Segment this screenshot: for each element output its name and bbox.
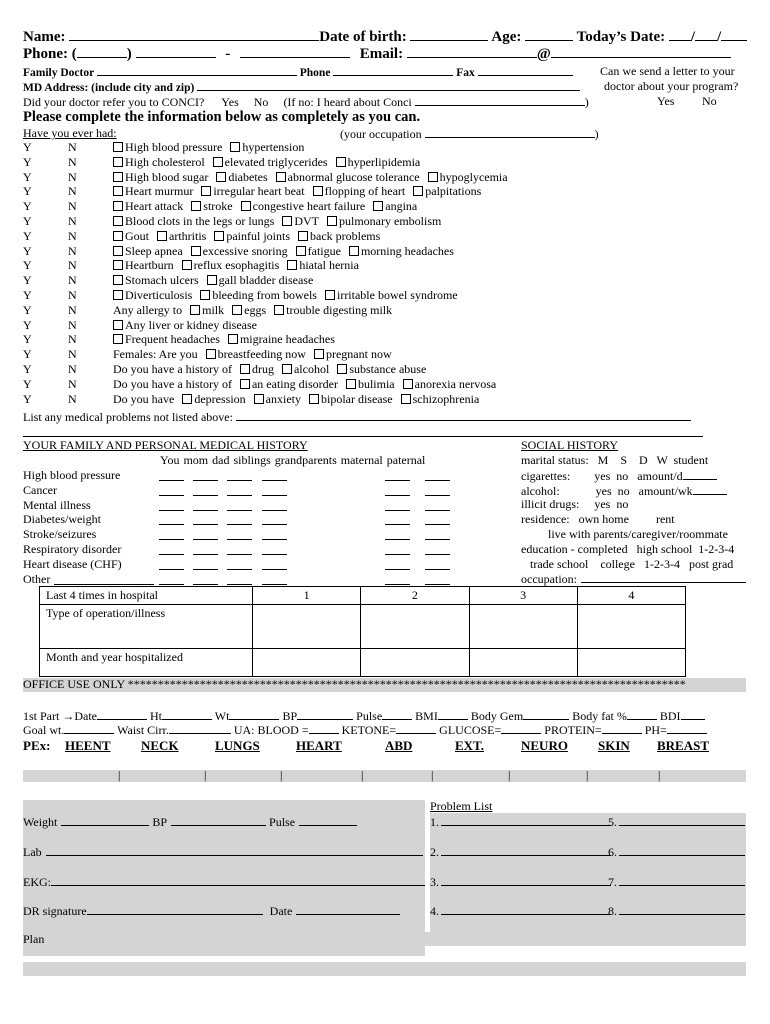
condition-option[interactable]: pulmonary embolism xyxy=(327,214,441,228)
type-of-operation-label: Type of operation/illness xyxy=(40,605,253,649)
condition-option[interactable]: bipolar disease xyxy=(309,392,393,406)
family-history-blank[interactable] xyxy=(385,500,410,511)
have-you-had-heading: Have you ever had: xyxy=(23,126,117,140)
no-option[interactable]: N xyxy=(68,302,77,317)
family-history-blank[interactable] xyxy=(193,574,218,585)
condition-option[interactable]: hyperlipidemia xyxy=(336,155,421,169)
letter-question-1: Can we send a letter to your xyxy=(600,64,735,78)
yes-option[interactable]: Y xyxy=(23,302,32,317)
checkbox-icon[interactable] xyxy=(157,231,167,241)
condition-row xyxy=(113,333,343,345)
condition-option[interactable]: angina xyxy=(373,199,417,213)
condition-option[interactable]: Stomach ulcers xyxy=(113,273,199,287)
checkbox-icon[interactable] xyxy=(336,157,346,167)
problem-list-title: Problem List xyxy=(430,799,493,813)
condition-option[interactable]: High blood pressure xyxy=(113,140,222,154)
pex-neuro[interactable]: NEURO xyxy=(521,738,568,753)
hospital-cell[interactable] xyxy=(361,605,469,649)
condition-option[interactable]: depression xyxy=(182,392,245,406)
checkbox-icon[interactable] xyxy=(337,364,347,374)
condition-row xyxy=(113,363,434,375)
family-history-blank[interactable] xyxy=(425,544,450,555)
condition-option[interactable]: Do you have a history of xyxy=(113,362,232,376)
checkbox-icon[interactable] xyxy=(298,231,308,241)
yes-option[interactable]: Y xyxy=(23,347,32,362)
family-history-blank[interactable] xyxy=(262,529,287,540)
checkbox-icon[interactable] xyxy=(240,364,250,374)
condition-option[interactable]: schizophrenia xyxy=(401,392,480,406)
social-history-line[interactable]: education - completed high school 1-2-3-4 xyxy=(521,541,735,556)
condition-option[interactable]: Any liver or kidney disease xyxy=(113,318,257,332)
hospital-col-3: 3 xyxy=(469,587,577,605)
social-history-line[interactable]: cigarettes: yes no amount/d xyxy=(521,469,717,482)
family-history-blank[interactable] xyxy=(193,559,218,570)
pex-ext[interactable]: EXT. xyxy=(455,738,485,753)
yes-option[interactable]: Y xyxy=(23,376,32,391)
checkbox-icon[interactable] xyxy=(296,246,306,256)
referral-no[interactable]: No xyxy=(253,95,269,109)
checkbox-icon[interactable] xyxy=(113,231,123,241)
lab-field[interactable]: Lab xyxy=(23,845,423,858)
hospital-col-1: 1 xyxy=(253,587,361,605)
condition-option[interactable]: substance abuse xyxy=(337,362,426,376)
plan-area xyxy=(23,932,746,946)
checkbox-icon[interactable] xyxy=(282,216,292,226)
checkbox-icon[interactable] xyxy=(113,334,123,344)
condition-option[interactable]: congestive heart failure xyxy=(241,199,366,213)
condition-option[interactable]: Do you have a history of xyxy=(113,376,232,391)
office-row-2: Goal wt. Waist Cirr. UA: BLOOD = KETONE= GLUCOSE= PROTEIN= PH= xyxy=(23,723,707,736)
condition-option[interactable]: Heart murmur xyxy=(113,184,193,198)
condition-row xyxy=(113,274,321,286)
family-history-blank[interactable] xyxy=(159,470,184,481)
checkbox-icon[interactable] xyxy=(314,349,324,359)
pex-heent[interactable]: HEENT xyxy=(65,738,111,753)
condition-option[interactable]: abnormal glucose tolerance xyxy=(276,170,420,184)
checkbox-icon[interactable] xyxy=(201,186,211,196)
condition-option[interactable]: Do you have xyxy=(113,391,175,406)
family-history-blank[interactable] xyxy=(425,514,450,525)
social-history-title: SOCIAL HISTORY xyxy=(521,438,619,452)
yes-option[interactable]: Y xyxy=(23,288,32,302)
checkbox-icon[interactable] xyxy=(216,172,226,182)
family-history-blank[interactable] xyxy=(385,559,410,570)
no-option[interactable]: N xyxy=(68,154,77,169)
checkbox-icon[interactable] xyxy=(113,320,123,330)
family-history-blank[interactable] xyxy=(385,514,410,525)
family-history-title: YOUR FAMILY AND PERSONAL MEDICAL HISTORY xyxy=(23,438,308,452)
no-option[interactable]: N xyxy=(68,258,77,273)
no-option[interactable]: N xyxy=(68,184,77,199)
condition-row xyxy=(113,200,425,212)
checkbox-icon[interactable] xyxy=(113,157,123,167)
condition-option[interactable]: alcohol xyxy=(282,362,329,376)
yes-option[interactable]: Y xyxy=(23,391,32,406)
checkbox-icon[interactable] xyxy=(276,172,286,182)
hospital-cell[interactable] xyxy=(469,649,577,677)
checkbox-icon[interactable] xyxy=(373,201,383,211)
family-history-blank[interactable] xyxy=(262,470,287,481)
problem-3[interactable]: 3. xyxy=(430,875,611,888)
condition-row xyxy=(113,378,504,390)
yes-option[interactable]: Y xyxy=(23,362,32,376)
month-year-label: Month and year hospitalized xyxy=(40,649,253,677)
no-option[interactable]: N xyxy=(68,243,77,258)
plan-label: Plan xyxy=(23,932,45,946)
family-history-blank[interactable] xyxy=(425,470,450,481)
condition-option[interactable]: arthritis xyxy=(157,229,206,243)
family-history-blank[interactable] xyxy=(262,574,287,585)
checkbox-icon[interactable] xyxy=(327,216,337,226)
condition-option[interactable]: Frequent headaches xyxy=(113,332,220,346)
condition-option[interactable]: painful joints xyxy=(214,229,290,243)
family-history-blank[interactable] xyxy=(159,544,184,555)
family-history-blank[interactable] xyxy=(262,559,287,570)
pex-abd[interactable]: ABD xyxy=(385,738,413,753)
checkbox-icon[interactable] xyxy=(113,201,123,211)
condition-option[interactable]: bulimia xyxy=(346,377,395,391)
condition-option[interactable]: hypertension xyxy=(230,140,304,154)
family-history-blank[interactable] xyxy=(227,559,252,570)
condition-option[interactable]: irregular heart beat xyxy=(201,184,304,198)
family-history-blank[interactable] xyxy=(262,500,287,511)
family-history-row-label: Respiratory disorder xyxy=(23,542,122,556)
vitals-field[interactable]: Weight BP Pulse xyxy=(23,815,357,828)
condition-option[interactable]: Any allergy to xyxy=(113,302,183,317)
yes-option[interactable]: Y xyxy=(23,154,32,169)
condition-option[interactable]: High cholesterol xyxy=(113,155,205,169)
family-history-row-label: Stroke/seizures xyxy=(23,527,97,542)
pex-heart[interactable]: HEART xyxy=(296,738,342,753)
referral-yes[interactable]: Yes xyxy=(221,95,239,109)
condition-option[interactable]: Gout xyxy=(113,229,149,243)
condition-row xyxy=(113,156,428,168)
problem-4[interactable]: 4. xyxy=(430,904,611,917)
checkbox-icon[interactable] xyxy=(200,290,210,300)
condition-row xyxy=(113,319,265,331)
social-history-line[interactable]: occupation: xyxy=(521,572,746,585)
no-option[interactable]: N xyxy=(68,362,77,376)
condition-row xyxy=(113,215,449,227)
family-history-blank[interactable] xyxy=(425,485,450,496)
checkbox-icon[interactable] xyxy=(230,142,240,152)
family-history-row-label: High blood pressure xyxy=(23,468,121,482)
family-history-blank[interactable] xyxy=(262,514,287,525)
condition-option[interactable]: trouble digesting milk xyxy=(274,303,392,317)
condition-row xyxy=(113,393,487,405)
instructions-heading: Please complete the information below as completely as you can. xyxy=(23,109,421,125)
condition-option[interactable]: excessive snoring xyxy=(191,244,288,258)
no-option[interactable]: N xyxy=(68,140,77,154)
other-problems-field[interactable]: List any medical problems not listed above: xyxy=(23,410,691,423)
plan-area-2[interactable] xyxy=(23,962,746,976)
hospital-cell[interactable] xyxy=(253,649,361,677)
family-history-row-label: Diabetes/weight xyxy=(23,512,101,527)
pex-results-bar[interactable]: | | | | | | | | xyxy=(23,770,746,782)
hospital-cell[interactable] xyxy=(253,605,361,649)
family-history-blank[interactable] xyxy=(425,559,450,570)
condition-option[interactable]: reflux esophagitis xyxy=(182,258,280,272)
condition-row xyxy=(113,230,388,242)
dr-signature-field[interactable]: DR signature Date xyxy=(23,904,400,917)
no-option[interactable]: N xyxy=(68,169,77,184)
family-history-blank[interactable] xyxy=(262,544,287,555)
family-history-blank[interactable] xyxy=(425,574,450,585)
hospital-cell[interactable] xyxy=(577,605,685,649)
yes-option[interactable]: Y xyxy=(23,258,32,273)
yes-option[interactable]: Y xyxy=(23,140,32,154)
checkbox-icon[interactable] xyxy=(325,290,335,300)
family-history-blank[interactable] xyxy=(385,574,410,585)
checkbox-icon[interactable] xyxy=(346,379,356,389)
condition-row xyxy=(113,171,516,183)
condition-row xyxy=(113,348,400,360)
condition-option[interactable]: migraine headaches xyxy=(228,332,335,346)
condition-option[interactable]: irritable bowel syndrome xyxy=(325,288,458,302)
condition-option[interactable]: flopping of heart xyxy=(313,184,406,198)
condition-row xyxy=(113,185,489,197)
checkbox-icon[interactable] xyxy=(207,275,217,285)
md-address-field[interactable]: MD Address: (include city and zip) xyxy=(23,80,580,95)
pex-skin[interactable]: SKIN xyxy=(598,738,630,753)
social-history-line[interactable]: trade school college 1-2-3-4 post grad xyxy=(530,556,734,571)
family-history-blank[interactable] xyxy=(385,529,410,540)
problem-8[interactable]: 8. xyxy=(608,904,745,917)
condition-option[interactable]: Heart attack xyxy=(113,199,183,213)
family-history-row-label: Heart disease (CHF) xyxy=(23,556,122,571)
family-history-row-label: Mental illness xyxy=(23,497,91,512)
checkbox-icon[interactable] xyxy=(182,394,192,404)
checkbox-icon[interactable] xyxy=(287,260,297,270)
social-history-line[interactable]: alcohol: yes no amount/wk xyxy=(521,484,727,497)
no-option[interactable]: N xyxy=(68,199,77,214)
family-history-blank[interactable] xyxy=(159,500,184,511)
office-use-banner: OFFICE USE ONLY ********************************************************************************************* xyxy=(23,678,746,692)
checkbox-icon[interactable] xyxy=(113,186,123,196)
family-history-blank[interactable] xyxy=(385,470,410,481)
condition-option[interactable]: morning headaches xyxy=(349,244,454,258)
other-problems-line xyxy=(23,436,703,437)
no-option[interactable]: N xyxy=(68,332,77,347)
no-option[interactable]: N xyxy=(68,347,77,362)
family-history-blank[interactable] xyxy=(227,470,252,481)
problem-1[interactable]: 1. xyxy=(430,815,611,828)
problem-5[interactable]: 5. xyxy=(608,815,745,828)
problem-6[interactable]: 6. xyxy=(608,845,745,858)
letter-yes[interactable]: Yes xyxy=(657,94,675,108)
hospital-cell[interactable] xyxy=(361,649,469,677)
pex-row: PEx: xyxy=(23,738,51,753)
condition-option[interactable]: stroke xyxy=(191,199,232,213)
checkbox-icon[interactable] xyxy=(232,305,242,315)
office-row-1: 1st Part →Date Ht Wt BP Pulse BMI Body Gem Body fat % BDI xyxy=(23,709,705,722)
condition-option[interactable]: Heartburn xyxy=(113,258,174,272)
checkbox-icon[interactable] xyxy=(241,201,251,211)
checkbox-icon[interactable] xyxy=(113,142,123,152)
condition-option[interactable]: hypoglycemia xyxy=(428,170,508,184)
family-history-blank[interactable] xyxy=(227,514,252,525)
condition-option[interactable]: fatigue xyxy=(296,244,341,258)
no-option[interactable]: N xyxy=(68,376,77,391)
condition-option[interactable]: gall bladder disease xyxy=(207,273,314,287)
condition-option[interactable]: pregnant now xyxy=(314,347,392,361)
condition-option[interactable]: milk xyxy=(190,303,224,317)
checkbox-icon[interactable] xyxy=(113,216,123,226)
condition-option[interactable]: Diverticulosis xyxy=(113,288,192,302)
yes-option[interactable]: Y xyxy=(23,228,32,243)
checkbox-icon[interactable] xyxy=(191,201,201,211)
family-history-columns: You mom dad siblings grandparents maternal paternal xyxy=(160,453,426,467)
condition-option[interactable]: back problems xyxy=(298,229,380,243)
condition-row xyxy=(113,289,466,301)
family-history-blank[interactable] xyxy=(262,485,287,496)
hospital-col-2: 2 xyxy=(361,587,469,605)
condition-option[interactable]: bleeding from bowels xyxy=(200,288,317,302)
family-history-blank[interactable] xyxy=(227,485,252,496)
checkbox-icon[interactable] xyxy=(403,379,413,389)
condition-option[interactable]: Blood clots in the legs or lungs xyxy=(113,214,274,228)
checkbox-icon[interactable] xyxy=(113,290,123,300)
problem-2[interactable]: 2. xyxy=(430,845,611,858)
checkbox-icon[interactable] xyxy=(282,364,292,374)
family-history-blank[interactable] xyxy=(425,500,450,511)
family-history-blank[interactable] xyxy=(385,544,410,555)
family-history-row-label: Other xyxy=(23,571,51,586)
condition-option[interactable]: High blood sugar xyxy=(113,170,208,184)
hospital-label: Last 4 times in hospital xyxy=(40,587,253,605)
condition-option[interactable]: elevated triglycerides xyxy=(213,155,328,169)
pex-neck[interactable]: NECK xyxy=(141,738,179,753)
family-history-blank[interactable] xyxy=(159,514,184,525)
checkbox-icon[interactable] xyxy=(228,334,238,344)
social-history-line[interactable]: residence: own home rent xyxy=(521,512,675,527)
family-history-blank[interactable] xyxy=(193,529,218,540)
problem-7[interactable]: 7. xyxy=(608,875,745,888)
condition-row xyxy=(113,141,312,153)
name-field[interactable]: Name: Date of birth: Age: Today’s Date: / / xyxy=(23,30,747,45)
checkbox-icon[interactable] xyxy=(113,260,123,270)
checkbox-icon[interactable] xyxy=(413,186,423,196)
checkbox-icon[interactable] xyxy=(313,186,323,196)
checkbox-icon[interactable] xyxy=(214,231,224,241)
occupation-field[interactable]: (your occupation ) xyxy=(340,127,599,141)
condition-option[interactable]: palpitations xyxy=(413,184,481,198)
checkbox-icon[interactable] xyxy=(113,172,123,182)
family-history-blank[interactable] xyxy=(193,470,218,481)
condition-option[interactable]: diabetes xyxy=(216,170,267,184)
family-history-blank[interactable] xyxy=(193,514,218,525)
social-history-line[interactable]: marital status: M S D W student xyxy=(521,453,709,467)
no-option[interactable]: N xyxy=(68,228,77,243)
family-history-blank[interactable] xyxy=(193,500,218,511)
checkbox-icon[interactable] xyxy=(191,246,201,256)
family-history-row-label: Cancer xyxy=(23,482,57,497)
condition-option[interactable]: anorexia nervosa xyxy=(403,377,497,391)
family-history-blank[interactable] xyxy=(159,529,184,540)
family-history-blank[interactable] xyxy=(159,574,184,585)
yes-option[interactable]: Y xyxy=(23,273,32,288)
no-option[interactable]: N xyxy=(68,214,77,228)
checkbox-icon[interactable] xyxy=(182,260,192,270)
no-option[interactable]: N xyxy=(68,273,77,288)
family-history-blank[interactable] xyxy=(193,544,218,555)
checkbox-icon[interactable] xyxy=(206,349,216,359)
family-history-blank[interactable] xyxy=(227,574,252,585)
pex-lungs[interactable]: LUNGS xyxy=(215,738,260,753)
checkbox-icon[interactable] xyxy=(254,394,264,404)
hospital-table xyxy=(39,586,686,677)
social-history-line[interactable]: live with parents/caregiver/roommate xyxy=(548,527,728,541)
condition-option[interactable]: drug xyxy=(240,362,274,376)
yes-option[interactable]: Y xyxy=(23,169,32,184)
family-history-blank[interactable] xyxy=(193,485,218,496)
condition-option[interactable]: hiatal hernia xyxy=(287,258,359,272)
hospital-cell[interactable] xyxy=(469,605,577,649)
yes-option[interactable]: Y xyxy=(23,332,32,347)
family-doctor-field[interactable]: Family Doctor Phone Fax xyxy=(23,65,573,80)
checkbox-icon[interactable] xyxy=(113,246,123,256)
checkbox-icon[interactable] xyxy=(190,305,200,315)
checkbox-icon[interactable] xyxy=(309,394,319,404)
checkbox-icon[interactable] xyxy=(428,172,438,182)
condition-option[interactable]: eggs xyxy=(232,303,266,317)
yes-option[interactable]: Y xyxy=(23,184,32,199)
condition-option[interactable]: Females: Are you xyxy=(113,347,198,362)
checkbox-icon[interactable] xyxy=(240,379,250,389)
letter-no[interactable]: No xyxy=(702,94,717,108)
condition-option[interactable]: breastfeeding now xyxy=(206,347,306,361)
family-history-blank[interactable] xyxy=(227,529,252,540)
checkbox-icon[interactable] xyxy=(113,275,123,285)
no-option[interactable]: N xyxy=(68,288,77,302)
family-history-blank[interactable] xyxy=(385,485,410,496)
no-option[interactable]: N xyxy=(68,317,77,332)
letter-question-2: doctor about your program? xyxy=(604,79,739,93)
condition-row xyxy=(113,259,367,271)
hospital-col-4: 4 xyxy=(577,587,685,605)
pex-breast[interactable]: BREAST xyxy=(657,738,710,753)
no-option[interactable]: N xyxy=(68,391,77,406)
checkbox-icon[interactable] xyxy=(213,157,223,167)
family-history-blank[interactable] xyxy=(227,544,252,555)
yes-option[interactable]: Y xyxy=(23,214,32,228)
hospital-cell[interactable] xyxy=(577,649,685,677)
referral-question: Did your doctor refer you to CONCI? Yes No (If no: I heard about Conci ) xyxy=(23,95,589,109)
condition-option[interactable]: DVT xyxy=(282,214,319,228)
family-history-blank[interactable] xyxy=(227,500,252,511)
condition-row xyxy=(113,304,400,316)
checkbox-icon[interactable] xyxy=(349,246,359,256)
family-history-blank[interactable] xyxy=(159,559,184,570)
yes-option[interactable]: Y xyxy=(23,199,32,214)
condition-option[interactable]: Sleep apnea xyxy=(113,244,183,258)
social-history-line[interactable]: illicit drugs: yes no xyxy=(521,497,629,512)
yes-option[interactable]: Y xyxy=(23,317,32,332)
checkbox-icon[interactable] xyxy=(274,305,284,315)
family-history-blank[interactable] xyxy=(159,485,184,496)
checkbox-icon[interactable] xyxy=(401,394,411,404)
phone-email-field[interactable]: Phone: ( ) - Email: @ xyxy=(23,47,731,62)
condition-option[interactable]: anxiety xyxy=(254,392,301,406)
condition-option[interactable]: an eating disorder xyxy=(240,377,338,391)
ekg-field[interactable]: EKG: xyxy=(23,875,425,888)
yes-option[interactable]: Y xyxy=(23,243,32,258)
condition-row xyxy=(113,245,462,257)
family-history-blank[interactable] xyxy=(425,529,450,540)
